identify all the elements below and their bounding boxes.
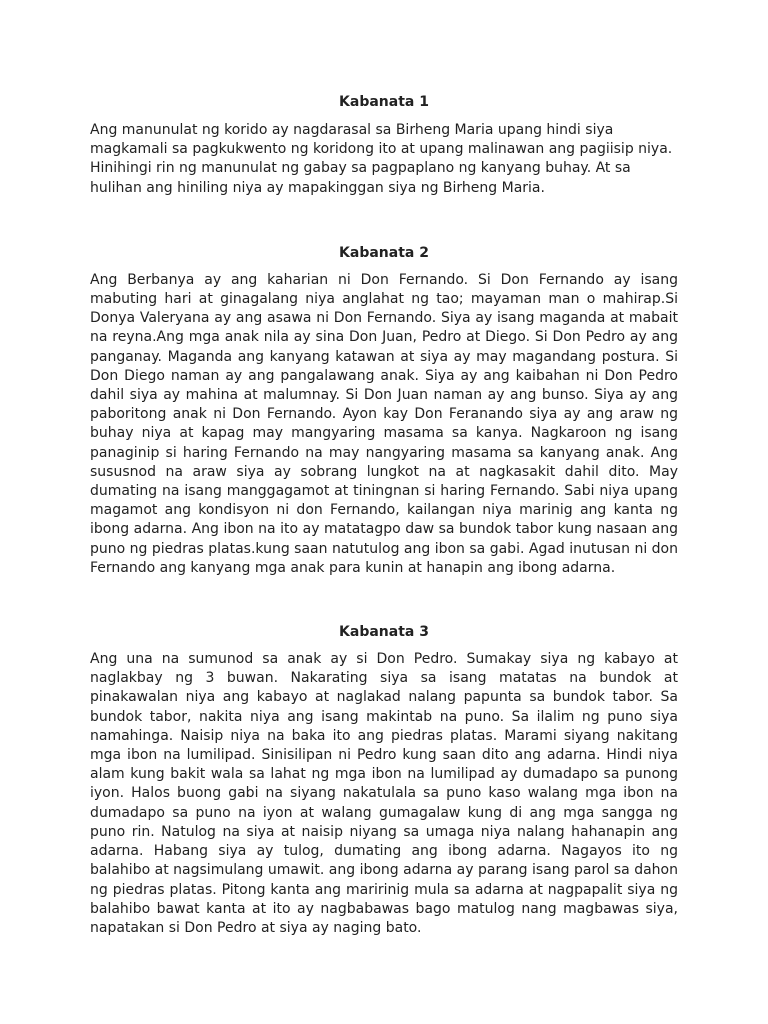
chapter-1-title: Kabanata 1 — [339, 94, 429, 110]
chapter-3-body: Ang una na sumunod sa anak ay si Don Pedro. Sumakay siya ng kabayo at naglakbay ng 3 buwan. Nakarating siya sa isang matatas na bundok at pinakawalan niya ang kabayo at naglakad nalang papunta sa bundok tabor. Sa bundok tabor, nakita niya ang isang makintab na puno. Sa ilalim ng puno siya namahinga. Naisip niya na baka ito ang piedras platas. Marami siyang nakitang mga ibon na lumilipad. Sinisilipan ni Pedro kung saan dito ang adarna. Hindi niya alam kung bakit wala sa lahat ng mga ibon na lumilipad ay dumadapo sa punong iyon. Halos buong gabi na siyang nakatulala sa puno kaso walang mga ibon na dumadapo sa puno na iyon at walang gumagalaw kung di ang mga sangga ng puno rin. Natulog na siya at naisip niyang sa umaga niya nalang hahanapin ang adarna. Habang siya ay tulog, dumating ang ibong adarna. Nagayos ito ng balahibo at nagsimulang umawit. ang ibong adarna ay parang isang parol sa dahon ng piedras platas. Pitong kanta ang maririnig mula sa adarna at nagpapalit siya ng balahibo bawat kanta at ito ay nagbabawas bago matulog nang magbawas siya, napatakan si Don Pedro at siya ay naging bato. — [90, 651, 678, 936]
document-page — [90, 92, 678, 938]
chapter-2-body: Ang Berbanya ay ang kaharian ni Don Fernando. Si Don Fernando ay isang mabuting hari at ginagalang niya anglahat ng tao; mayaman man o mahirap.Si Donya Valeryana ay ang asawa ni Don Fernando. Siya ay isang maganda at mabait na reyna.Ang mga anak nila ay sina Don Juan, Pedro at Diego. Si Don Pedro ay ang panganay. Maganda ang kanyang katawan at siya ay may magandang postura. Si Don Diego naman ay ang pangalawang anak. Siya ay ang kaibahan ni Don Pedro dahil siya ay mahina at malumnay. Si Don Juan naman ay ang bunso. Siya ay ang paboritong anak ni Don Fernando. Ayon kay Don Feranando siya ay ang araw ng buhay niya at kapag may mangyaring masama sa kanya. Nagkaroon ng isang panaginip si haring Fernando na may nangyaring masama sa kanyang anak. Ang sususnod na araw siya ay sobrang lungkot na at nagkasakit dahil dito. May dumating na isang manggagamot at tiningnan si haring Fernando. Sabi niya upang magamot ang kondisyon ni don Fernando, kailangan niya marinig ang kanta ng ibong adarna. Ang ibon na ito ay matatagpo daw sa bundok tabor kung nasaan ang puno ng piedras platas.kung saan natutulog ang ibon sa gabi. Agad inutusan ni don Fernando ang kanyang mga anak para kunin at hanapin ang ibong adarna. — [90, 271, 678, 576]
chapter-1 — [90, 92, 678, 198]
chapter-2-title: Kabanata 2 — [339, 244, 429, 261]
chapter-1-body: Ang manunulat ng korido ay nagdarasal sa Birheng Maria upang hindi siya magkamali sa pagkukwento ng koridong ito at upang malinawan ang pagiisip niya. Hinihingi rin ng manunulat ng gabay sa pagpaplano ng kanyang buhay. At sa hulihan ang hiniling niya ay mapakinggan siya ng Birheng Maria. — [90, 122, 673, 196]
chapter-3-title: Kabanata 3 — [339, 624, 429, 641]
chapter-2 — [90, 243, 678, 578]
chapter-3 — [90, 622, 678, 938]
